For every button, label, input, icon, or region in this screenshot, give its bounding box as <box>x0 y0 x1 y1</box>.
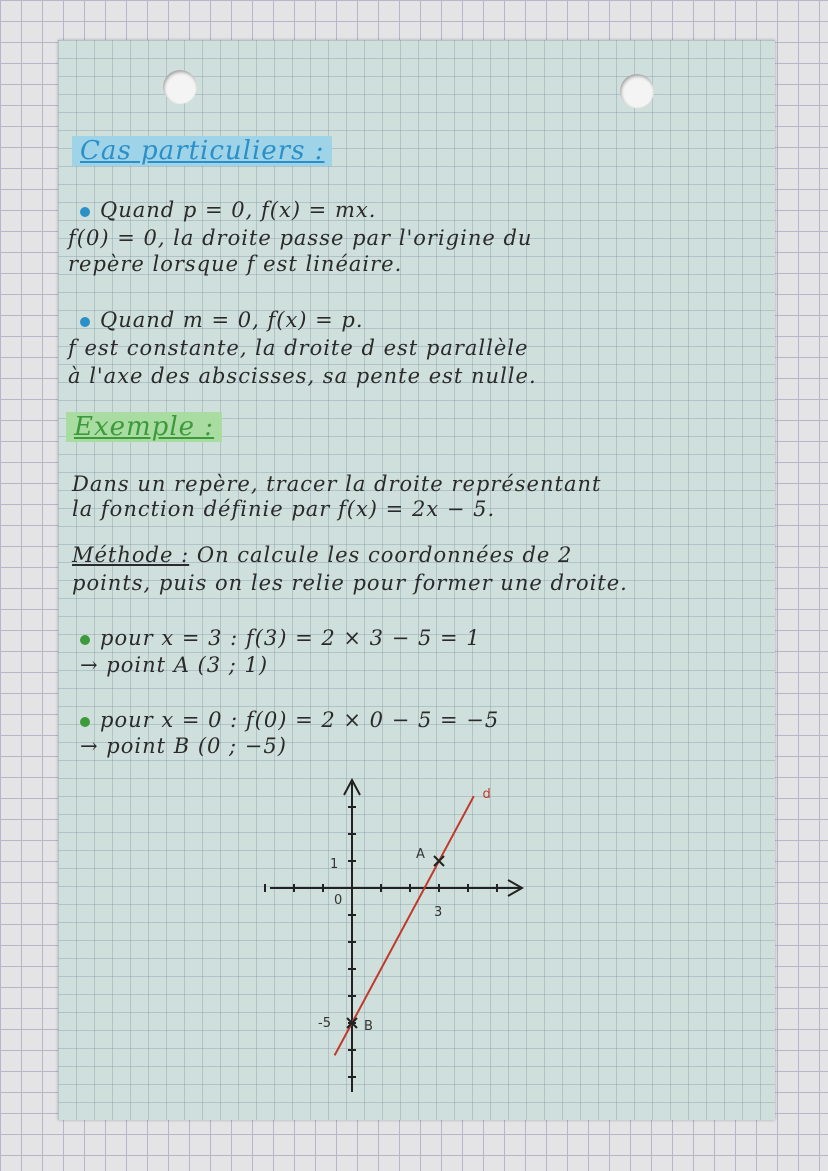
origin-label: 0 <box>334 893 343 908</box>
point-a-label: A <box>416 847 425 862</box>
line-d <box>335 796 474 1055</box>
method-text: On calcule les coordonnées de 2 <box>189 543 573 567</box>
step1-text: pour x = 3 : f(3) = 2 × 3 − 5 = 1 <box>100 626 481 650</box>
method-line2: points, puis on les relie pour former une droite. <box>72 571 628 595</box>
method-label: Méthode : <box>72 543 190 567</box>
y-tick-1-label: 1 <box>330 857 339 872</box>
y-tick-minus5-label: -5 <box>318 1016 331 1031</box>
case1-text: Quand p = 0, f(x) = mx. <box>100 198 377 222</box>
section-title: Cas particuliers : <box>72 136 332 166</box>
case2-text: Quand m = 0, f(x) = p. <box>100 308 364 332</box>
case1-line2: repère lorsque f est linéaire. <box>68 252 403 276</box>
point-a-marker <box>434 856 444 866</box>
step1-point: → point A (3 ; 1) <box>80 653 269 677</box>
example-line1: Dans un repère, tracer la droite représentant <box>72 472 602 496</box>
step2-point: → point B (0 ; −5) <box>80 734 287 758</box>
step2-text: pour x = 0 : f(0) = 2 × 0 − 5 = −5 <box>100 708 500 732</box>
case2-line2: à l'axe des abscisses, sa pente est nulle. <box>68 364 537 388</box>
point-b-label: B <box>364 1019 373 1034</box>
example-line2: la fonction définie par f(x) = 2x − 5. <box>72 497 496 521</box>
case2-line1: f est constante, la droite d est parallèle <box>68 336 529 360</box>
example-title: Exemple : <box>66 412 222 442</box>
line-d-label: d <box>482 787 491 803</box>
case1-line1: f(0) = 0, la droite passe par l'origine du <box>68 226 533 250</box>
x-tick-3-label: 3 <box>434 905 443 920</box>
